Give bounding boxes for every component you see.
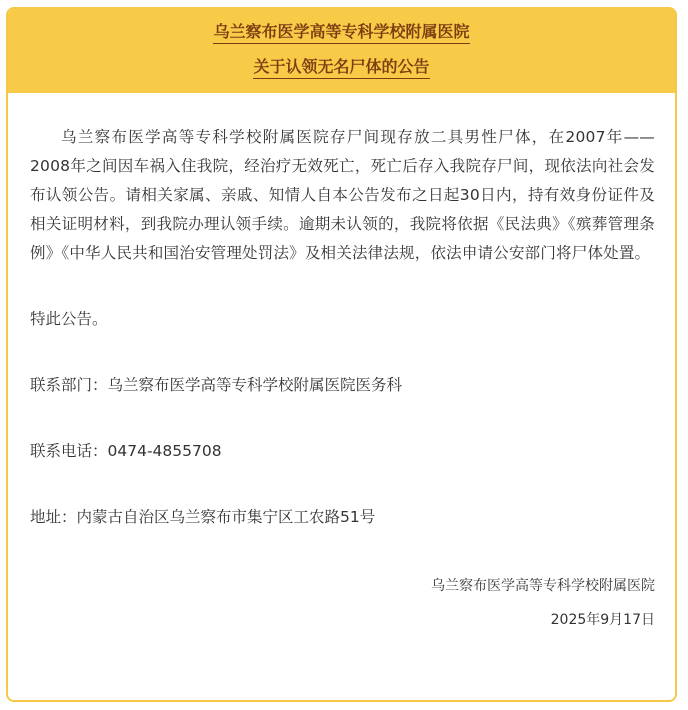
notice-body-paragraph: 乌兰察布医学高等专科学校附属医院存尸间现存放二具男性尸体，在2007年——2008年之间因车祸入住我院，经治疗无效死亡，死亡后存入我院存尸间，现依法向社会发布认领公告。请相关家属、亲戚、知情人自本公告发布之日起30日内，持有效身份证件及相关证明材料，到我院办理认领手续。逾期未认领的，我院将依据《民法典》《殡葬管理条例》《中华人民共和国治安管理处罚法》及相关法律法规，依法申请公安部门将尸体处置。	[30, 128, 655, 262]
notice-header	[8, 9, 675, 93]
notice-card	[6, 7, 677, 702]
contact-department: 联系部门：乌兰察布医学高等专科学校附属医院医务科	[30, 376, 403, 394]
contact-phone: 联系电话：0474-4855708	[30, 442, 222, 460]
contact-address: 地址：内蒙古自治区乌兰察布市集宁区工农路51号	[30, 508, 376, 526]
notice-closing: 特此公告。	[30, 310, 108, 328]
notice-content	[8, 123, 675, 630]
notice-subtitle: 关于认领无名尸体的公告	[253, 58, 429, 79]
signature-organization: 乌兰察布医学高等专科学校附属医院	[431, 578, 655, 594]
signature-date: 2025年9月17日	[550, 612, 655, 628]
notice-title: 乌兰察布医学高等专科学校附属医院	[213, 23, 469, 44]
